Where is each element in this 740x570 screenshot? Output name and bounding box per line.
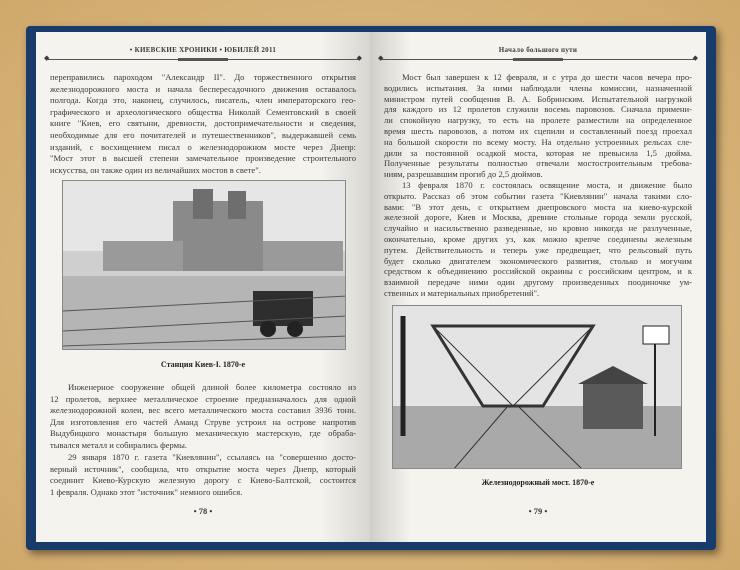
text-line: Полученные результаты полностью отвечали мостостроительным требова- — [384, 158, 692, 169]
text-line: для каждого из 12 пролетов служили восемь паровозов. Сначала примени- — [384, 104, 692, 115]
right-page — [370, 32, 706, 542]
text-line: книге "Киев, его святыни, древности, достопримечательности и сведения, — [50, 118, 356, 129]
text-line: "Мост этот в высшей степени замечательное произведение строительного — [50, 153, 356, 164]
station-illustration — [62, 180, 346, 350]
text-line: Мост был завершен к 12 февраля, и с утра до шести часов вечера про- — [402, 72, 692, 82]
text-line: на большой скорости по всему мосту. На отдельно устроенных рельсах сле- — [384, 136, 692, 147]
running-header: • КИЕВСКИЕ ХРОНИКИ • ЮБИЛЕЙ 2011 — [129, 46, 277, 54]
text-line: переправились пароходом "Александр II". До торжественного открытия — [50, 72, 356, 82]
running-header: Начало большого пути — [498, 46, 578, 54]
text-line: полгода. Когда это, наконец, случилось, писатель, член императорского гео- — [50, 95, 356, 106]
text-line: изданий, с восхищением писал о железнодорожном мосте через Днепр: — [50, 141, 356, 152]
text-line: взаимной передаче ними один другому произведенных поодиночке ум- — [384, 277, 692, 288]
text-line: ли спокойную нагрузку, то есть на пролете разместили на определенное — [384, 115, 692, 126]
text-line: случайно и насильственно разведенные, но кровно никогда не разлученные, — [384, 223, 692, 234]
text-line: Для изготовления его частей Аманд Струве устроил на острове напротив — [50, 416, 356, 427]
paragraph — [50, 382, 356, 452]
paragraph — [384, 180, 692, 299]
page-number: • 79 • — [528, 506, 548, 516]
text-line: окончательно, кроме других уз, как можно крепче соединены железным — [384, 233, 692, 244]
text-line: необходимые для его почитателей и путешественников", выдержавшей семь — [50, 129, 356, 140]
text-line: дили за постоянной осадкой моста, которая не превысила 1,5 дюйма. — [384, 147, 692, 158]
paragraph — [50, 452, 356, 498]
text-line: ственных и материальных приобретений". — [384, 287, 540, 298]
image-caption: Станция Киев-I. 1870-е — [160, 360, 246, 369]
text-line: соединит Киево-Курскую железную дорогу с Киево-Балтской, состоится — [50, 475, 356, 486]
text-line: железной дороге, Киев и Москва, древние стольные города земли русской, — [384, 212, 692, 223]
left-page — [36, 32, 370, 542]
text-line: верный источник", сообщила, что открытие моста через Днепр, который — [50, 463, 356, 474]
text-line: будет сколько двигателем экономического развития, столько и могучим — [384, 255, 692, 266]
text-line: открыто. Рассказ об этом событии газета "Киевлянин" начала такими сло- — [384, 190, 692, 201]
bridge-illustration — [392, 305, 682, 469]
text-line: графического и археологического общества Николай Сементовский в своей — [50, 106, 356, 117]
header-ornament — [382, 59, 694, 60]
text-line: вами: "В этот день, с открытием днепровского моста на киево-курской — [384, 201, 692, 212]
text-line: путем. Действительность и теперь уже предвещает, что рельсовый путь — [384, 244, 692, 255]
text-line: Выдубицкого монастыря большую механическую мастерскую, где обраба- — [50, 428, 356, 439]
text-line: время шесть паровозов, а потом их сцепили и составленный поезд проехал — [384, 125, 692, 136]
text-line: 29 января 1870 г. газета "Киевлянин", ссылаясь на "совершенно досто- — [68, 452, 356, 462]
text-line: 1 февраля. Однако этот "источник" немного ошибся. — [50, 486, 243, 497]
page-number: • 78 • — [193, 506, 213, 516]
image-caption: Железнодорожный мост. 1870-е — [481, 478, 595, 487]
text-line: тывался металл и собирались фермы. — [50, 439, 187, 450]
text-line: железнодорожного моста и начала беспересадочного движения оставалось — [50, 83, 356, 94]
text-line: средством к объединению российской окраины с российским центром, и к — [384, 266, 692, 277]
paragraph — [50, 72, 356, 176]
header-ornament — [48, 59, 358, 60]
text-line: 12 пролетов, верхнее металлическое строение предназначалось для одной — [50, 393, 356, 404]
text-line: искусства, он также один из величайших мостов в свете". — [50, 164, 261, 175]
text-line: 13 февраля 1870 г. состоялась освящение моста, и движение было — [402, 180, 692, 190]
text-line: железнодорожной колеи, вес всего металлического моста составил 3936 тонн. — [50, 405, 356, 416]
text-line: водились испытания. За ними наблюдали члены комиссии, назначенной — [384, 82, 692, 93]
text-line: министром путей сообщения В. А. Бобринским. Испытательной нагрузкой — [384, 93, 692, 104]
text-line: ниям, разрешавшим прогиб до 2,5 дюймов. — [384, 169, 543, 180]
text-line: Инженерное сооружение общей длиной более километра состояло из — [68, 382, 356, 392]
paragraph — [384, 72, 692, 180]
